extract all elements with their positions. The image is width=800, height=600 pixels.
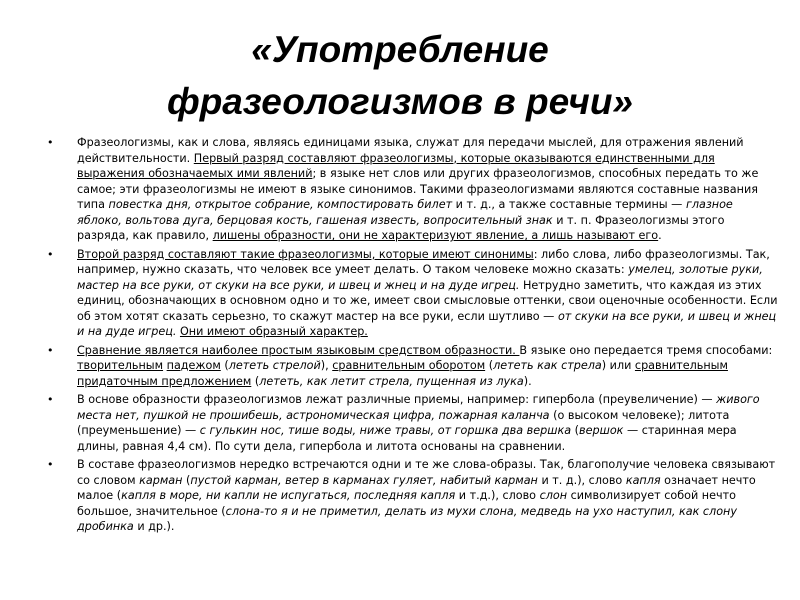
bullet-list — [40, 135, 778, 538]
italic-text: лететь стрелой — [228, 359, 321, 372]
underlined-text: сравнительным придаточным предложением — [77, 359, 728, 388]
italic-text: умелец, золотые руки, мастер на все руки, от скуки на все руки, и швец и жнец и на дуде игрец. — [77, 263, 763, 292]
text-run: Фразеологизмы, как и слова, являясь единицами языка, служат для передачи мыслей, для отражения явлений действительности. — [77, 136, 744, 165]
italic-text: слона-то я и не приметил, делать из мухи слона, медведь на ухо наступил, как слону дробинка — [77, 504, 737, 533]
italic-text: карман — [139, 473, 183, 487]
title-line-1: «Употребление — [251, 29, 549, 70]
underlined-text: Сравнение является наиболее простым языковым средством образности. — [77, 343, 520, 357]
text-run: ( — [220, 359, 229, 372]
italic-text: от скуки на все руки, и швец и жнец и на дуде игрец. — [77, 309, 777, 338]
bullet-item — [40, 135, 778, 244]
text-run: и др.). — [133, 520, 175, 533]
underlined-text: лишены образности, они не характеризуют явление, а лишь называют его — [212, 229, 659, 242]
bullet-item — [40, 343, 778, 390]
text-run: ( — [571, 424, 579, 437]
underlined-text: творительным — [77, 359, 164, 372]
text-run: . — [658, 229, 662, 242]
text-run: ( — [251, 374, 260, 388]
italic-text: лететь как стрела — [493, 359, 602, 372]
text-run: ( — [485, 359, 494, 372]
bullet-item — [40, 457, 778, 535]
text-run: символизирует собой нечто большое, значительное ( — [77, 489, 736, 518]
underlined-text: Первый разряд составляют фразеологизмы, которые оказываются единственными для выражения обозначаемых ими явлений — [77, 151, 715, 180]
title-line-2: фразеологизмов в речи» — [166, 81, 634, 122]
underlined-text: Второй разряд составляют такие фразеологизмы, которые имеют синонимы — [77, 247, 534, 261]
text-run: ; в языке нет слов или других фразеологизмов, способных передать то же самое; эти фразеологизмы не имеют в языке синонимов. Такими фразеологизмами являются составные названия типа — [77, 167, 759, 211]
slide-title — [40, 24, 760, 128]
text-run: ) или — [601, 359, 635, 372]
text-run: означает нечто малое ( — [77, 473, 756, 502]
italic-text: лететь, как летит стрела, пущенная из лука — [259, 374, 524, 388]
italic-text: глазное яблоко, вольтова дуга, берцовая кость, гашеная известь, вопросительный знак — [77, 198, 733, 227]
underlined-text: сравнительным оборотом — [332, 359, 486, 372]
italic-text: с гулькин нос, тише воды, ниже травы, от горшка два вершка — [199, 424, 572, 437]
bullet-item — [40, 392, 778, 454]
text-run: и т.д.), слово — [455, 489, 540, 502]
italic-text: слон — [539, 489, 568, 502]
text-run: ). — [523, 374, 532, 388]
italic-text: капля в море, ни капли не испугаться, последняя капля — [121, 489, 456, 502]
text-run: Нетрудно заметить, что каждая из этих единиц, обозначающих в основном одно и то же, имеет свои смысловые оттенки, свои оценочные особенности. Если об этом хотят сказать серьезно, то скажут мастер на все руки, если шутливо — — [77, 278, 778, 323]
italic-text: живого места нет, пушкой не прошибешь, астрономическая цифра, пожарная каланча — [77, 393, 760, 422]
text-run: : либо слова, либо фразеологизмы. Так, например, нужно сказать, что человек все умеет делать. О таком человеке можно сказать: — [77, 247, 770, 276]
italic-text: пустой карман, ветер в карманах гуляет, набитый карман — [190, 473, 538, 487]
italic-text: капля — [625, 473, 661, 487]
text-run: и т. д.), слово — [537, 473, 626, 487]
text-run: — старинная мера длины, равная 4,4 см). По сути дела, гипербола и литота основаны на сравнении. — [77, 424, 737, 453]
text-run: и т. п. Фразеологизмы этого разряда, как правило, — [77, 213, 725, 242]
text-run: (о высоком человеке); литота (преуменьшение) — — [77, 408, 730, 437]
italic-text: вершок — [579, 424, 624, 437]
text-run: В основе образности фразеологизмов лежат различные приемы, например: гипербола (преувеличение) — — [77, 393, 717, 406]
underlined-text: падежом — [166, 359, 221, 372]
underlined-text: Они имеют образный характер. — [179, 325, 368, 338]
text-run: В составе фразеологизмов нередко встречаются одни и те же слова-образы. Так, благополучие человека связывают со словом — [77, 458, 776, 487]
text-run: и т. д., а также составные термины — — [452, 198, 686, 211]
text-run: ), — [320, 359, 333, 372]
text-run: ( — [182, 473, 191, 487]
text-run: В языке оно передается тремя способами: — [519, 343, 773, 357]
italic-text: повестка дня, открытое собрание, компостировать билет — [108, 198, 453, 211]
bullet-item — [40, 247, 778, 340]
